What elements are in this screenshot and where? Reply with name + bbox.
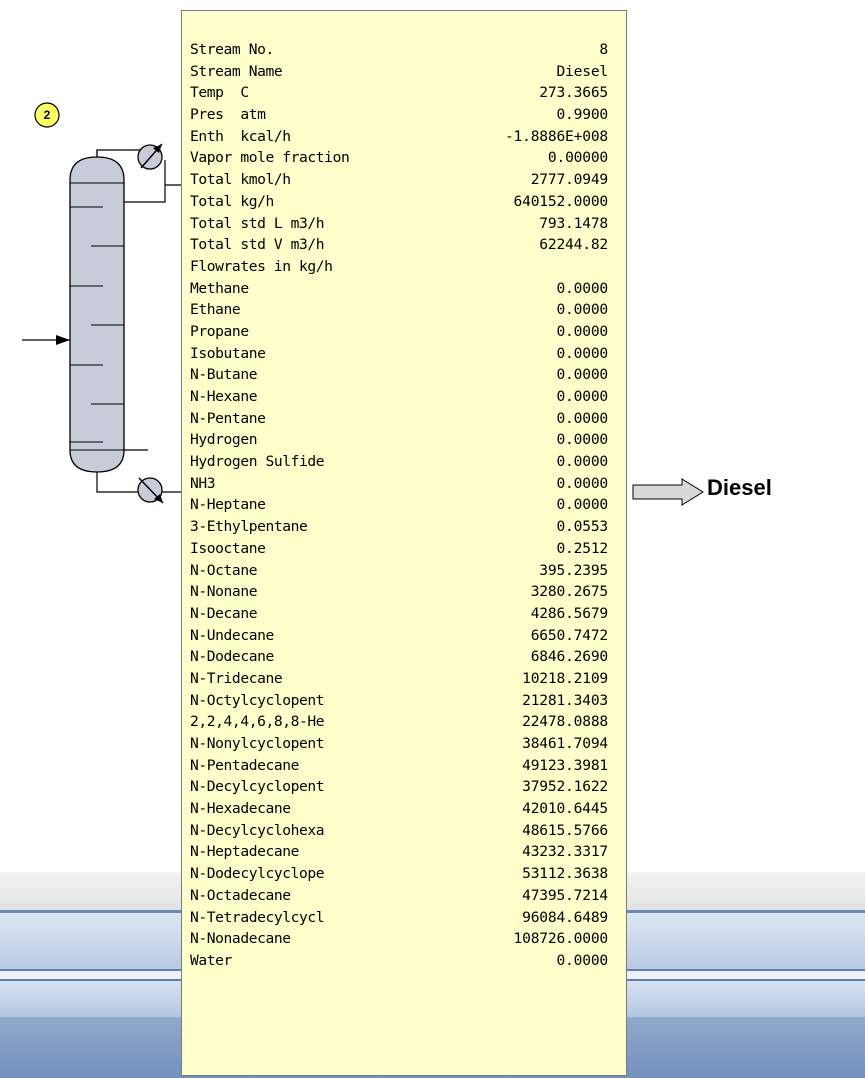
- stream-property-row: [190, 646, 608, 668]
- property-label: N-Nonylcyclopent: [190, 735, 325, 752]
- property-label: N-Pentadecane: [190, 756, 300, 774]
- stream-property-row: [190, 408, 608, 430]
- stream-property-row: [190, 668, 608, 690]
- property-label: N-Octylcyclopent: [190, 691, 325, 709]
- stream-property-row: [190, 711, 608, 733]
- property-label: N-Hexane: [190, 388, 258, 405]
- property-value: 8: [599, 41, 608, 58]
- stream-property-row: [190, 299, 608, 321]
- property-label: Flowrates in kg/h: [190, 257, 333, 275]
- stream-property-row: [190, 581, 608, 603]
- property-value: 0.00000: [547, 149, 608, 167]
- property-label: Methane: [190, 279, 249, 297]
- property-label: Water: [190, 951, 232, 969]
- property-label: Temp C: [190, 84, 249, 102]
- stream-property-row: [190, 690, 608, 712]
- property-label: N-Tridecane: [190, 669, 283, 687]
- property-value: 0.0000: [556, 366, 608, 384]
- property-value: 0.0553: [556, 518, 608, 536]
- stream-property-row: [190, 516, 608, 538]
- property-label: N-Octane: [190, 561, 258, 579]
- property-value: 6650.7472: [530, 626, 608, 644]
- property-value: 0.0000: [556, 496, 608, 514]
- property-label: N-Decylcyclopent: [190, 778, 325, 796]
- stream-property-row: [190, 234, 608, 256]
- property-value: 48615.5766: [522, 821, 608, 839]
- stream-property-row: [190, 39, 608, 61]
- stream-property-row: [190, 494, 608, 516]
- stream-property-row: [190, 82, 608, 104]
- property-value: 0.0000: [556, 409, 608, 427]
- node-number-label: 2: [43, 108, 51, 122]
- stream-property-row: [190, 104, 608, 126]
- property-label: N-Octadecane: [190, 886, 291, 904]
- stream-property-row: [190, 863, 608, 885]
- property-value: 108726.0000: [513, 930, 608, 948]
- stream-property-row: [190, 755, 608, 777]
- stream-info-popup: [181, 10, 627, 1076]
- property-label: Stream No.: [190, 41, 274, 58]
- property-label: Isobutane: [190, 344, 266, 362]
- property-value: 47395.7214: [522, 886, 608, 904]
- property-label: N-Butane: [190, 366, 258, 384]
- property-label: Total std L m3/h: [190, 214, 325, 232]
- stream-property-row: [190, 907, 608, 929]
- property-value: 6846.2690: [530, 648, 608, 666]
- property-label: Total kmol/h: [190, 171, 291, 189]
- stream-property-row: [190, 213, 608, 235]
- property-value: 273.3665: [539, 84, 608, 102]
- stream-property-row: [190, 278, 608, 300]
- property-label: 3-Ethylpentane: [190, 518, 308, 536]
- stream-property-row: [190, 603, 608, 625]
- property-label: Hydrogen Sulfide: [190, 453, 325, 471]
- property-label: Stream Name: [190, 62, 283, 80]
- property-value: 0.0000: [556, 344, 608, 362]
- stream-property-row: [190, 473, 608, 495]
- reboiler-icon[interactable]: [138, 478, 163, 503]
- stream-property-row: [190, 126, 608, 148]
- property-value: 0.9900: [556, 106, 608, 124]
- property-value: 38461.7094: [522, 735, 608, 752]
- distillation-column-icon[interactable]: [70, 157, 124, 472]
- property-label: Ethane: [190, 301, 241, 319]
- property-label: N-Heptadecane: [190, 843, 300, 861]
- stream-property-row: [190, 538, 608, 560]
- stream-property-row: [190, 147, 608, 169]
- property-value: 640152.0000: [513, 192, 608, 210]
- property-label: N-Decane: [190, 604, 258, 622]
- property-value: 21281.3403: [522, 691, 608, 709]
- property-value: 0.0000: [556, 322, 608, 340]
- stream-property-row: [190, 928, 608, 950]
- property-label: Hydrogen: [190, 431, 258, 449]
- property-value: 0.0000: [556, 431, 608, 449]
- property-value: 3280.2675: [530, 583, 608, 601]
- stream-property-row: [190, 820, 608, 842]
- property-label: N-Dodecane: [190, 648, 274, 666]
- stream-property-row: [190, 321, 608, 343]
- property-label: N-Tetradecylcycl: [190, 908, 325, 926]
- stream-property-row: [190, 560, 608, 582]
- stream-property-row: [190, 733, 608, 755]
- property-value: 53112.3638: [522, 865, 608, 883]
- property-label: N-Hexadecane: [190, 800, 291, 818]
- property-value: 793.1478: [539, 214, 608, 232]
- stream-property-list: [190, 39, 608, 972]
- property-label: Propane: [190, 322, 249, 340]
- property-value: Diesel: [556, 62, 608, 80]
- stream-property-row: [190, 950, 608, 972]
- stream-property-row: [190, 885, 608, 907]
- property-value: 42010.6445: [522, 800, 608, 818]
- stream-property-row: [190, 841, 608, 863]
- property-label: 2,2,4,4,6,8,8-He: [190, 713, 325, 731]
- property-label: Total std V m3/h: [190, 236, 325, 254]
- property-label: Total kg/h: [190, 192, 274, 210]
- property-value: 0.0000: [556, 388, 608, 405]
- stream-property-row: [190, 429, 608, 451]
- condenser-icon[interactable]: [138, 144, 162, 169]
- property-label: N-Nonadecane: [190, 930, 291, 948]
- property-label: N-Nonane: [190, 583, 258, 601]
- property-label: Isooctane: [190, 539, 266, 557]
- product-arrow-icon: [633, 479, 703, 505]
- property-value: 62244.82: [539, 236, 608, 254]
- property-value: 96084.6489: [522, 908, 608, 926]
- property-label: Pres atm: [190, 106, 266, 124]
- property-value: 395.2395: [539, 561, 608, 579]
- property-value: 0.0000: [556, 301, 608, 319]
- stream-property-row: [190, 61, 608, 83]
- property-value: 49123.3981: [522, 756, 608, 774]
- property-value: 0.2512: [556, 539, 608, 557]
- property-value: 4286.5679: [530, 604, 608, 622]
- product-stream-label[interactable]: Diesel: [707, 475, 772, 500]
- property-value: 2777.0949: [530, 171, 608, 189]
- property-value: 10218.2109: [522, 669, 608, 687]
- property-value: 0.0000: [556, 279, 608, 297]
- feed-arrow-icon: [56, 335, 70, 345]
- stream-property-row: [190, 625, 608, 647]
- property-label: Enth kcal/h: [190, 127, 291, 145]
- property-value: 22478.0888: [522, 713, 608, 731]
- property-label: NH3: [190, 474, 216, 492]
- stream-property-row: [190, 776, 608, 798]
- property-label: N-Heptane: [190, 496, 266, 514]
- stream-property-row: [190, 451, 608, 473]
- stream-property-row: [190, 343, 608, 365]
- property-value: 0.0000: [556, 453, 608, 471]
- property-label: Vapor mole fraction: [190, 149, 350, 167]
- property-label: N-Dodecylcyclope: [190, 865, 325, 883]
- property-value: -1.8886E+008: [504, 127, 608, 145]
- property-value: 37952.1622: [522, 778, 608, 796]
- property-value: 0.0000: [556, 474, 608, 492]
- stream-property-row: [190, 386, 608, 408]
- stream-property-row: [190, 798, 608, 820]
- property-value: 43232.3317: [522, 843, 608, 861]
- stream-property-row: [190, 256, 608, 278]
- property-value: 0.0000: [556, 951, 608, 969]
- property-label: N-Undecane: [190, 626, 274, 644]
- stream-property-row: [190, 169, 608, 191]
- property-label: N-Decylcyclohexa: [190, 821, 325, 839]
- stream-property-row: [190, 364, 608, 386]
- property-label: N-Pentane: [190, 409, 266, 427]
- stream-property-row: [190, 191, 608, 213]
